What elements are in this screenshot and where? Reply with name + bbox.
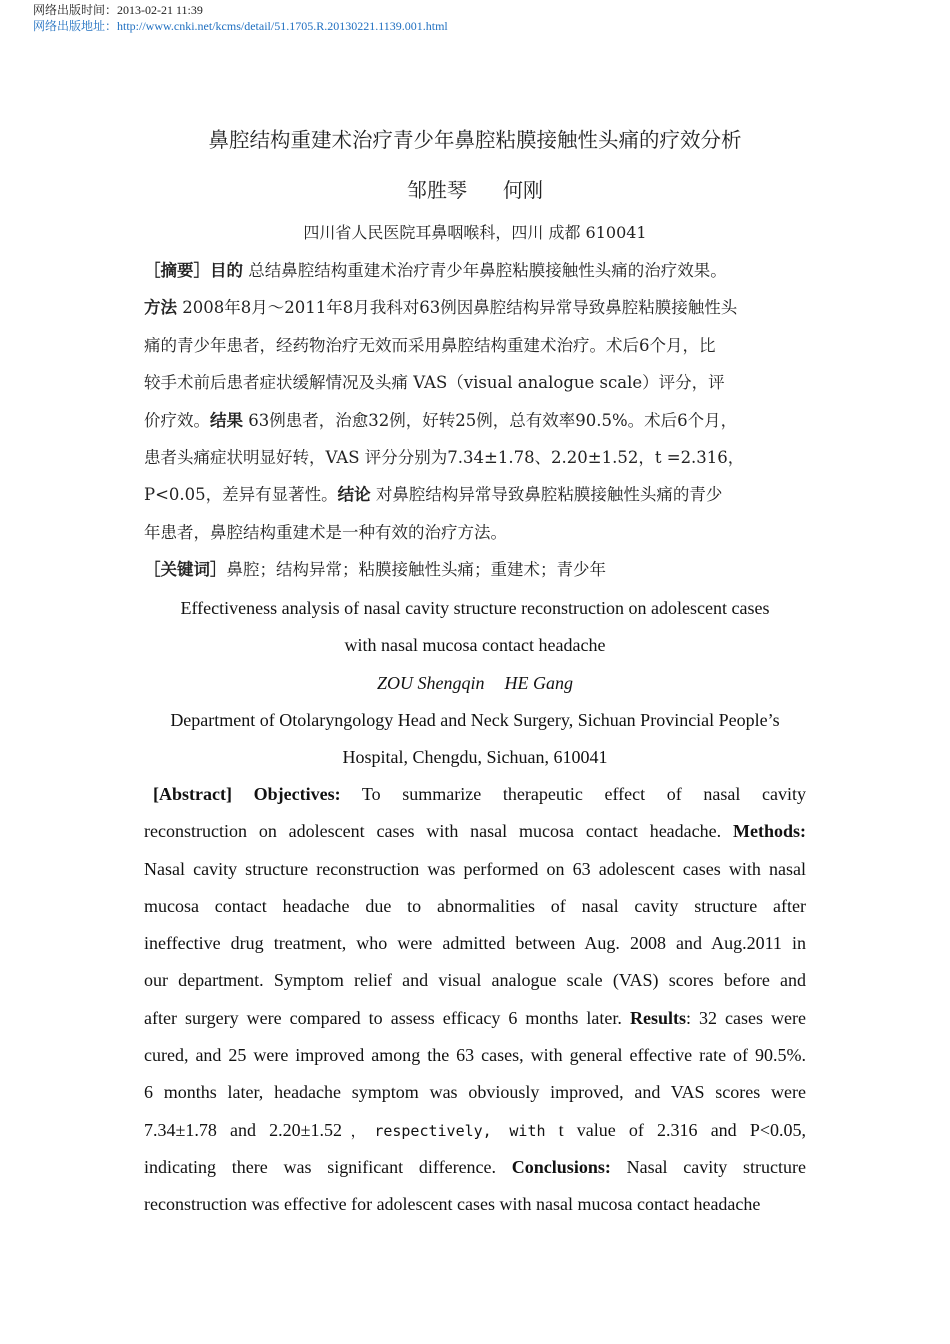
publish-time: 网络出版时间：2013-02-21 11:39 (33, 3, 203, 17)
en-authors (0, 669, 950, 697)
en-title-line-1: Effectiveness analysis of nasal cavity structure reconstruction on adolescent cases (180, 598, 770, 618)
cn-keywords-text: 鼻腔；结构异常；粘膜接触性头痛；重建术；青少年 (226, 560, 606, 580)
publish-url-link[interactable]: 网络出版地址：http://www.cnki.net/kcms/detail/51.1705.R.20130221.1139.001.html (33, 19, 448, 33)
en-abstract-line (144, 776, 806, 813)
cn-text: 63例患者，治愈32例，好转25例，总有效率90.5%。术后6个月， (243, 410, 738, 430)
cn-author-1: 邹胜琴 (407, 178, 467, 202)
cn-label-results: 结果 (210, 410, 243, 430)
en-abstract-line (144, 962, 806, 999)
cn-abstract-line (144, 476, 814, 513)
en-text: : 32 cases were (685, 1007, 807, 1028)
en-text-mono: ，respectively, with (342, 1121, 546, 1140)
cn-abstract-line (144, 439, 814, 476)
en-title-line-2: with nasal mucosa contact headache (344, 635, 606, 655)
en-author-1: ZOU Shengqin (377, 673, 485, 693)
en-label-abstract: [Abstract] (153, 784, 232, 804)
cn-keywords (144, 551, 814, 588)
cn-abstract-line (144, 327, 814, 364)
cn-text: P<0.05，差异有显著性。 (144, 485, 338, 505)
en-abstract-line (144, 813, 806, 850)
cn-text: 对鼻腔结构异常导致鼻腔粘膜接触性头痛的青少 (370, 485, 723, 505)
cn-author-2: 何刚 (503, 178, 543, 202)
en-abstract-line (144, 1000, 806, 1037)
en-abstract-line (144, 1074, 806, 1111)
cn-text: 价疗效。 (144, 410, 210, 430)
cn-text: 2008年8月～2011年8月我科对63例因鼻腔结构异常导致鼻腔粘膜接触性头 (177, 298, 738, 318)
en-label-results: Results (629, 1007, 686, 1028)
cn-affiliation: 四川省人民医院耳鼻咽喉科，四川 成都 610041 (303, 223, 647, 242)
cn-abstract-line (144, 252, 814, 289)
en-abstract (144, 776, 806, 1224)
cn-title: 鼻腔结构重建术治疗青少年鼻腔粘膜接触性头痛的疗效分析 (208, 128, 742, 152)
en-abstract-line (144, 1037, 806, 1074)
cn-label-methods: 方法 (144, 298, 177, 318)
cn-text: 较手术前后患者症状缓解情况及头痛 VAS（visual analogue scale）评分，评 (144, 373, 725, 393)
en-text: To summarize therapeutic effect of nasal cavity (340, 784, 806, 804)
cn-abstract-line (144, 364, 814, 401)
en-text: our department. Symptom relief and visual analogue scale (VAS) scores before and (144, 970, 806, 991)
en-abstract-line (144, 925, 806, 962)
en-affiliation-line-2: Hospital, Chengdu, Sichuan, 610041 (342, 747, 608, 767)
cn-abstract-line (144, 402, 814, 439)
en-affiliation-line-1: Department of Otolaryngology Head and Neck Surgery, Sichuan Provincial People’s (170, 710, 780, 730)
cn-keywords-label: ［关键词］ (144, 560, 227, 580)
en-text: Nasal cavity structure reconstruction was performed on 63 adolescent cases with nasal (144, 858, 806, 879)
en-text: t value of 2.316 and P<0.05, (545, 1119, 806, 1140)
cn-authors (0, 176, 950, 204)
en-text: Nasal cavity structure (610, 1156, 807, 1177)
en-label-conclusions: Conclusions: (511, 1156, 611, 1177)
cn-text: 总结鼻腔结构重建术治疗青少年鼻腔粘膜接触性头痛的治疗效果。 (243, 261, 727, 280)
en-abstract-line (144, 1149, 806, 1186)
en-label-objectives: Objectives: (253, 784, 341, 804)
cn-text: 痛的青少年患者，经药物治疗无效而采用鼻腔结构重建术治疗。术后6个月，比 (144, 335, 716, 355)
en-text: ineffective drug treatment, who were admitted between Aug. 2008 and Aug.2011 in (144, 933, 806, 954)
en-abstract-line (144, 1186, 806, 1223)
en-text: 7.34±1.78 and 2.20±1.52 (144, 1119, 343, 1140)
en-text: after surgery were compared to assess efficacy 6 months later. (144, 1007, 630, 1028)
en-text: indicating there was significant difference. (144, 1156, 512, 1177)
en-text: reconstruction was effective for adolescent cases with nasal mucosa contact headache (144, 1194, 761, 1215)
cn-abstract-line (144, 514, 814, 551)
cn-text: 年患者，鼻腔结构重建术是一种有效的治疗方法。 (144, 522, 507, 542)
cn-text: 患者头痛症状明显好转，VAS 评分分别为7.34±1.78、2.20±1.52，t =2.316， (144, 447, 745, 467)
en-abstract-line (144, 888, 806, 925)
en-abstract-line (144, 851, 806, 888)
cn-label-objective: ［摘要］目的 (144, 261, 243, 280)
en-text: reconstruction on adolescent cases with nasal mucosa contact headache. (144, 821, 733, 842)
en-author-2: HE Gang (504, 673, 573, 693)
cn-label-conclusion: 结论 (337, 485, 371, 505)
cn-abstract (144, 252, 814, 589)
en-text: cured, and 25 were improved among the 63 cases, with general effective rate of 90.5%. (144, 1045, 806, 1066)
en-text: mucosa contact headache due to abnormalities of nasal cavity structure after (144, 895, 806, 916)
en-abstract-line (144, 1112, 806, 1149)
cn-abstract-line (144, 289, 814, 326)
en-label-methods: Methods: (733, 821, 806, 842)
en-text: 6 months later, headache symptom was obviously improved, and VAS scores were (144, 1082, 806, 1103)
